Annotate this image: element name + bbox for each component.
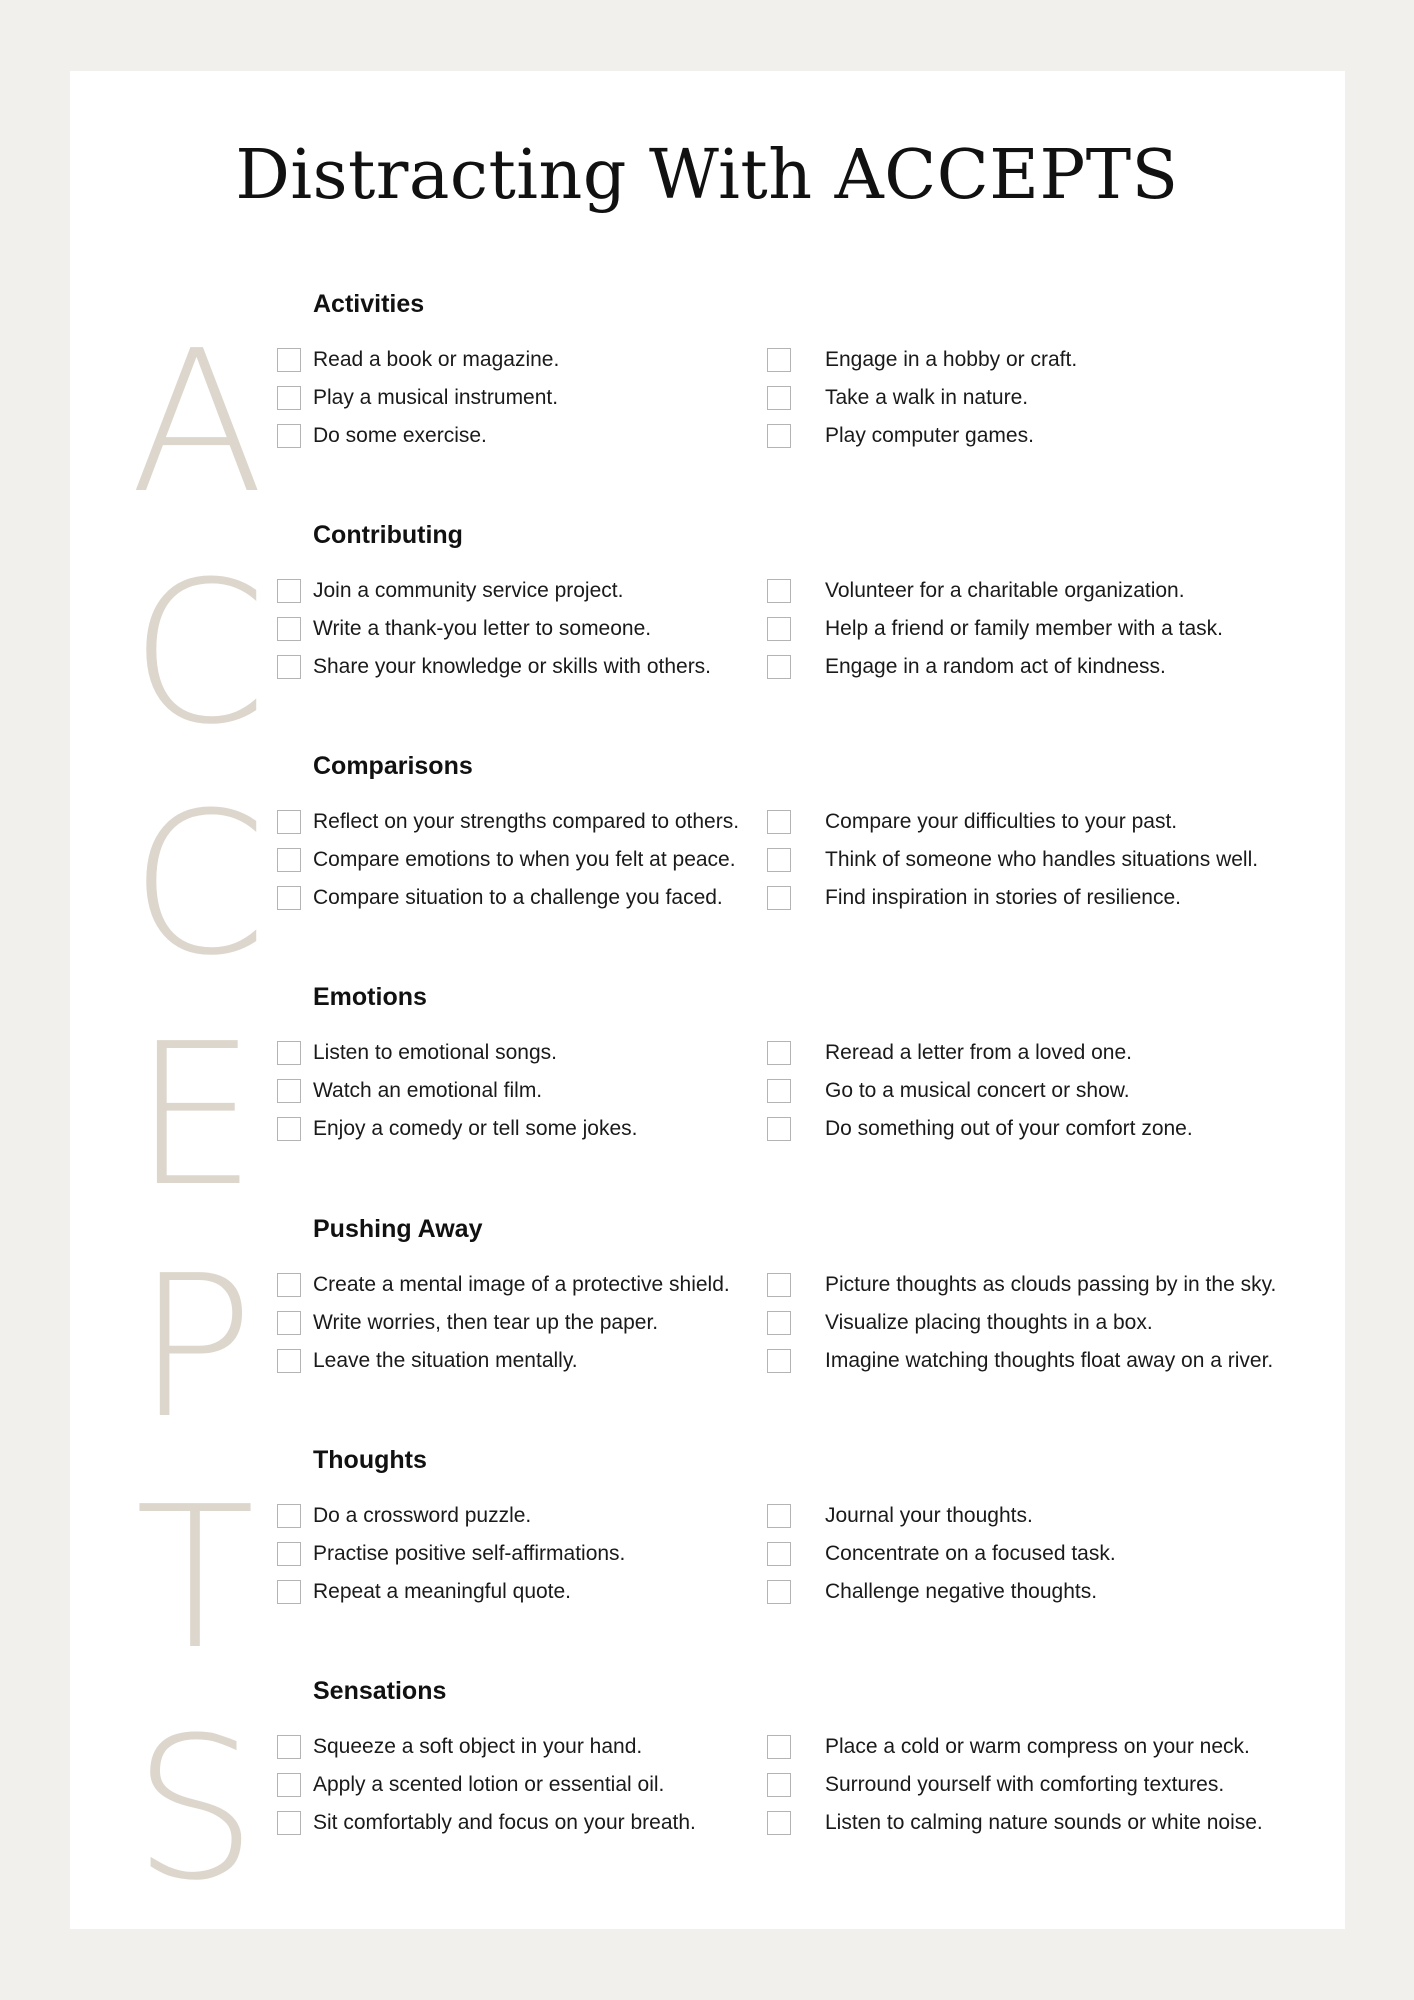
checkbox[interactable] (277, 1079, 301, 1103)
checklist-item-label: Engage in a hobby or craft. (825, 348, 1078, 371)
checkbox[interactable] (277, 848, 301, 872)
checklist-item-label: Do a crossword puzzle. (313, 1504, 532, 1527)
checklist-item-label: Journal your thoughts. (825, 1504, 1033, 1527)
checkbox[interactable] (277, 617, 301, 641)
checkbox[interactable] (277, 579, 301, 603)
checklist-item-label: Find inspiration in stories of resilience. (825, 886, 1181, 909)
checklist-item-label: Listen to emotional songs. (313, 1041, 557, 1064)
checkbox[interactable] (277, 424, 301, 448)
checklist-item-label: Place a cold or warm compress on your neck. (825, 1735, 1250, 1758)
checkbox[interactable] (277, 1580, 301, 1604)
checklist-item-label: Picture thoughts as clouds passing by in the sky. (825, 1273, 1277, 1296)
checklist-item-label: Watch an emotional film. (313, 1079, 543, 1102)
checkbox[interactable] (767, 886, 791, 910)
checklist-item-label: Reread a letter from a loved one. (825, 1041, 1133, 1064)
checklist-item-label: Apply a scented lotion or essential oil. (313, 1773, 665, 1796)
checkbox[interactable] (767, 424, 791, 448)
checklist-item-label: Repeat a meaningful quote. (313, 1580, 572, 1603)
checkbox[interactable] (767, 810, 791, 834)
checkbox[interactable] (767, 1273, 791, 1297)
section-heading: Thoughts (313, 1446, 427, 1474)
decorative-letter: C (130, 771, 267, 999)
checkbox[interactable] (277, 1117, 301, 1141)
section-pushing-away (0, 1213, 1414, 1462)
checklist-item-label: Do some exercise. (313, 424, 487, 447)
checklist-item-label: Go to a musical concert or show. (825, 1079, 1130, 1102)
checklist-item-label: Surround yourself with comforting textures. (825, 1773, 1225, 1796)
checklist-item-label: Share your knowledge or skills with others. (313, 655, 712, 678)
decorative-letter: S (132, 1696, 258, 1924)
checklist-item-label: Visualize placing thoughts in a box. (825, 1311, 1153, 1334)
checklist-item-label: Read a book or magazine. (313, 348, 560, 371)
checklist-item-label: Help a friend or family member with a task. (825, 617, 1223, 640)
checklist-item-label: Volunteer for a charitable organization. (825, 579, 1185, 602)
checkbox[interactable] (277, 1735, 301, 1759)
decorative-letter: T (135, 1465, 255, 1693)
decorative-letter: C (130, 540, 267, 768)
checkbox[interactable] (277, 1811, 301, 1835)
section-heading: Comparisons (313, 752, 473, 780)
checkbox[interactable] (767, 1079, 791, 1103)
checkbox[interactable] (277, 886, 301, 910)
checkbox[interactable] (277, 1504, 301, 1528)
checkbox[interactable] (767, 1504, 791, 1528)
section-sensations (0, 1675, 1414, 1924)
page-title: Distracting With ACCEPTS (235, 136, 1179, 215)
checkbox[interactable] (277, 1542, 301, 1566)
checkbox[interactable] (767, 348, 791, 372)
checkbox[interactable] (767, 1811, 791, 1835)
checklist-item-label: Squeeze a soft object in your hand. (313, 1735, 643, 1758)
checklist-item-label: Do something out of your comfort zone. (825, 1117, 1193, 1140)
checkbox[interactable] (767, 1542, 791, 1566)
checklist-item-label: Join a community service project. (313, 579, 624, 602)
checklist-item-label: Take a walk in nature. (825, 386, 1029, 409)
checklist-item-label: Listen to calming nature sounds or white noise. (825, 1811, 1263, 1834)
checkbox[interactable] (277, 1311, 301, 1335)
checkbox[interactable] (767, 1735, 791, 1759)
checklist-item-label: Sit comfortably and focus on your breath. (313, 1811, 696, 1834)
checklist-item-label: Compare situation to a challenge you faced. (313, 886, 723, 909)
checklist-item-label: Play computer games. (825, 424, 1034, 447)
checkbox[interactable] (767, 1117, 791, 1141)
checklist-item-label: Practise positive self-affirmations. (313, 1542, 626, 1565)
checkbox[interactable] (767, 1041, 791, 1065)
checkbox[interactable] (277, 655, 301, 679)
checkbox[interactable] (767, 386, 791, 410)
checkbox[interactable] (767, 1349, 791, 1373)
checklist-item-label: Engage in a random act of kindness. (825, 655, 1166, 678)
checklist-item-label: Create a mental image of a protective shield. (313, 1273, 730, 1296)
checkbox[interactable] (767, 617, 791, 641)
checklist-item-label: Challenge negative thoughts. (825, 1580, 1098, 1603)
checkbox[interactable] (277, 348, 301, 372)
section-heading: Sensations (313, 1677, 447, 1705)
decorative-letter: P (135, 1234, 255, 1462)
checkbox[interactable] (767, 1311, 791, 1335)
checkbox[interactable] (277, 386, 301, 410)
section-heading: Contributing (313, 521, 463, 549)
checklist-item-label: Write worries, then tear up the paper. (313, 1311, 659, 1334)
checklist-item-label: Think of someone who handles situations well. (825, 848, 1259, 871)
checklist-item-label: Write a thank-you letter to someone. (313, 617, 652, 640)
checkbox[interactable] (767, 655, 791, 679)
checklist-item-label: Concentrate on a focused task. (825, 1542, 1116, 1565)
checkbox[interactable] (277, 1773, 301, 1797)
checkbox[interactable] (277, 1349, 301, 1373)
checkbox[interactable] (767, 1580, 791, 1604)
checklist-item-label: Reflect on your strengths compared to others. (313, 810, 740, 833)
checklist-item-label: Enjoy a comedy or tell some jokes. (313, 1117, 638, 1140)
checkbox[interactable] (767, 1773, 791, 1797)
checkbox[interactable] (277, 810, 301, 834)
checklist-item-label: Imagine watching thoughts float away on a river. (825, 1349, 1274, 1372)
section-heading: Activities (313, 290, 425, 318)
section-comparisons (0, 750, 1414, 999)
checkbox[interactable] (277, 1273, 301, 1297)
checklist-item-label: Leave the situation mentally. (313, 1349, 578, 1372)
decorative-letter: E (133, 1002, 257, 1230)
checkbox[interactable] (277, 1041, 301, 1065)
checklist-item-label: Compare your difficulties to your past. (825, 810, 1178, 833)
section-heading: Pushing Away (313, 1215, 483, 1243)
section-heading: Emotions (313, 983, 427, 1011)
checklist-item-label: Play a musical instrument. (313, 386, 559, 409)
checkbox[interactable] (767, 848, 791, 872)
decorative-letter: A (130, 309, 265, 537)
checklist-item-label: Compare emotions to when you felt at peace. (313, 848, 736, 871)
checkbox[interactable] (767, 579, 791, 603)
